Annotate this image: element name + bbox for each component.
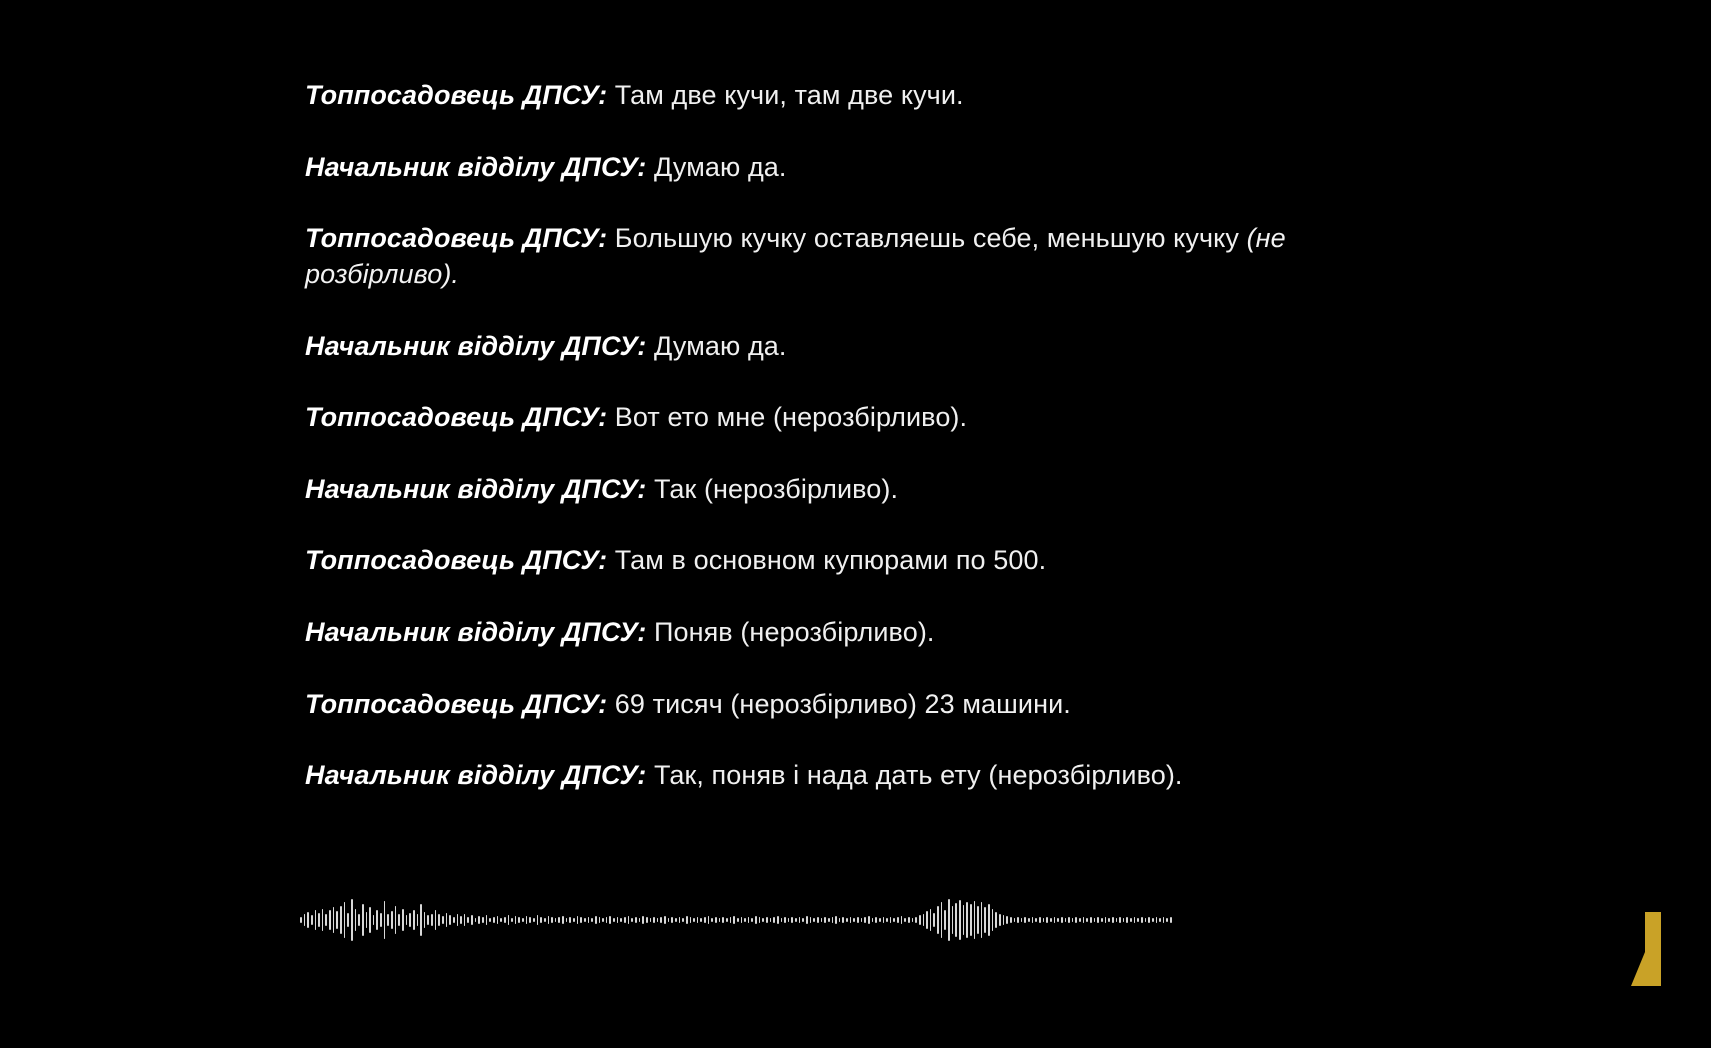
waveform-bar — [1083, 917, 1085, 923]
waveform-bar — [926, 911, 928, 929]
waveform-bar — [791, 917, 793, 923]
waveform-bar — [970, 904, 972, 936]
waveform-bar — [380, 913, 382, 927]
waveform-bar — [835, 916, 837, 924]
waveform-bar — [555, 918, 557, 923]
waveform-bar — [617, 917, 619, 923]
waveform-bar — [1046, 917, 1048, 923]
waveform-bar — [449, 915, 451, 925]
waveform-bar — [609, 916, 611, 924]
waveform-bar — [1079, 918, 1081, 923]
waveform-bar — [733, 916, 735, 924]
waveform-bar — [478, 916, 480, 924]
waveform-bar — [569, 917, 571, 923]
inaudible-note: (не розбірливо). — [305, 223, 1286, 289]
waveform-bar — [457, 914, 459, 925]
waveform-bar — [1141, 917, 1143, 923]
waveform-bar — [875, 917, 877, 923]
waveform-bar — [406, 915, 408, 925]
waveform-bar — [522, 918, 524, 923]
waveform-bar — [398, 914, 400, 927]
waveform-bar — [322, 909, 324, 931]
waveform-bar — [784, 917, 786, 923]
waveform-bar — [362, 904, 364, 936]
waveform-bar — [508, 915, 510, 925]
waveform-bar — [671, 917, 673, 923]
waveform-bar — [1028, 918, 1030, 923]
waveform-bar — [664, 916, 666, 924]
waveform-bar — [682, 918, 684, 923]
waveform-bar — [777, 916, 779, 924]
waveform-bar — [1137, 918, 1139, 923]
waveform-bar — [584, 918, 586, 923]
waveform-bar — [741, 917, 743, 923]
waveform-bar — [533, 918, 535, 923]
waveform-bar — [566, 918, 568, 923]
waveform-bar — [759, 917, 761, 923]
waveform-bar — [1035, 918, 1037, 923]
waveform-bar — [751, 918, 753, 923]
speaker-label: Топпосадовець ДПСУ: — [305, 80, 608, 110]
waveform-bar — [923, 914, 925, 927]
waveform-bar — [635, 917, 637, 923]
waveform-bar — [591, 918, 593, 923]
waveform-bar — [526, 916, 528, 924]
waveform-bar — [358, 914, 360, 927]
waveform-bar — [624, 917, 626, 923]
waveform-bar — [347, 913, 349, 927]
waveform-bar — [384, 901, 386, 939]
waveform-bar — [1097, 917, 1099, 923]
waveform-bar — [1061, 917, 1063, 923]
waveform-bar — [966, 902, 968, 939]
waveform-bar — [711, 918, 713, 923]
waveform-bar — [373, 915, 375, 925]
waveform-bar — [1050, 918, 1052, 923]
waveform-bar — [646, 917, 648, 923]
waveform-bar — [558, 917, 560, 923]
waveform-bar — [977, 906, 979, 935]
waveform-bar — [984, 907, 986, 933]
waveform-bar — [817, 917, 819, 923]
waveform-bar — [1112, 917, 1114, 923]
waveform-bar — [1108, 918, 1110, 923]
waveform-bar — [730, 917, 732, 923]
waveform-bar — [1072, 918, 1074, 923]
waveform-bar — [868, 916, 870, 924]
waveform-bar — [948, 899, 950, 941]
waveform-bar — [1017, 917, 1019, 923]
waveform-bar — [762, 918, 764, 923]
waveform-bar — [631, 918, 633, 923]
waveform-bar — [1057, 918, 1059, 923]
waveform-bar — [1126, 917, 1128, 923]
waveform-bar — [453, 917, 455, 923]
waveform-bar — [315, 910, 317, 929]
waveform-bar — [1148, 917, 1150, 923]
waveform-bar — [1134, 917, 1136, 923]
waveform-bar — [995, 912, 997, 928]
waveform-bar — [857, 917, 859, 923]
waveform-bar — [693, 918, 695, 923]
speaker-label: Топпосадовець ДПСУ: — [305, 223, 608, 254]
waveform-bar — [1065, 918, 1067, 923]
waveform-bar — [853, 918, 855, 923]
waveform-bar — [850, 917, 852, 923]
waveform-bar — [1145, 918, 1147, 923]
waveform-bar — [329, 910, 331, 931]
waveform-bar — [409, 913, 411, 927]
channel-logo-icon — [1601, 912, 1663, 986]
waveform-bar — [1163, 917, 1165, 923]
waveform-bar — [690, 917, 692, 923]
waveform-bar — [402, 909, 404, 931]
waveform-bar — [613, 918, 615, 923]
waveform-bar — [446, 913, 448, 927]
waveform-bar — [974, 901, 976, 939]
transcript-line — [305, 221, 1335, 292]
waveform-bar — [606, 917, 608, 923]
waveform-bar — [518, 917, 520, 923]
waveform-bar — [427, 915, 429, 925]
waveform-bar — [955, 903, 957, 937]
waveform-bar — [1010, 917, 1012, 923]
waveform-bar — [650, 918, 652, 923]
speaker-label: Начальник відділу ДПСУ: — [305, 151, 647, 182]
waveform-bar — [333, 907, 335, 933]
waveform-bar — [912, 918, 914, 923]
waveform-bar — [1043, 918, 1045, 923]
waveform-bar — [1116, 918, 1118, 923]
waveform-bar — [515, 916, 517, 924]
waveform-bar — [424, 912, 426, 928]
waveform-bar — [821, 918, 823, 923]
waveform-bar — [839, 918, 841, 923]
waveform-bar — [981, 902, 983, 937]
waveform-bar — [493, 917, 495, 923]
transcript-line — [305, 758, 1335, 794]
waveform-bar — [304, 914, 306, 925]
waveform-bar — [933, 913, 935, 927]
waveform-bar — [1024, 917, 1026, 923]
waveform-bar — [562, 916, 564, 924]
waveform-bar — [511, 918, 513, 923]
waveform-bar — [355, 909, 357, 931]
waveform-bar — [959, 900, 961, 940]
waveform-bar — [832, 917, 834, 923]
waveform-bar — [770, 918, 772, 923]
waveform-bar — [340, 906, 342, 935]
waveform-bar — [941, 902, 943, 937]
waveform-bar — [810, 917, 812, 923]
waveform-bar — [628, 916, 630, 924]
waveform-bar — [1119, 917, 1121, 923]
waveform-bar — [486, 915, 488, 925]
waveform-bar — [737, 918, 739, 923]
speaker-label: Начальник відділу ДПСУ: — [305, 330, 647, 361]
waveform-bar — [937, 906, 939, 935]
waveform-bar — [529, 917, 531, 923]
waveform-bar — [1014, 918, 1016, 923]
waveform-bar — [890, 917, 892, 923]
waveform-bar — [1170, 917, 1172, 923]
waveform-bar — [901, 916, 903, 924]
waveform-bar — [1021, 918, 1023, 923]
waveform-bar — [336, 911, 338, 929]
transcript-line — [305, 472, 1335, 508]
audio-waveform-icon — [300, 895, 1170, 945]
waveform-bar — [788, 918, 790, 923]
speaker-label: Начальник відділу ДПСУ: — [305, 473, 647, 504]
speaker-label: Топпосадовець ДПСУ: — [305, 545, 608, 576]
waveform-bar — [497, 916, 499, 924]
waveform-bar — [704, 917, 706, 923]
waveform-bar — [1130, 918, 1132, 923]
waveform-bar — [573, 918, 575, 923]
waveform-bar — [482, 917, 484, 923]
transcript-line — [305, 329, 1335, 365]
waveform-bar — [1086, 918, 1088, 923]
waveform-bar — [1123, 918, 1125, 923]
waveform-bar — [588, 917, 590, 923]
waveform-bar — [988, 904, 990, 936]
waveform-bar — [642, 916, 644, 924]
waveform-bar — [391, 911, 393, 929]
waveform-bar — [1159, 918, 1161, 923]
waveform-bar — [580, 917, 582, 923]
waveform-bar — [602, 918, 604, 923]
waveform-bar — [489, 918, 491, 923]
waveform-bar — [653, 917, 655, 923]
waveform-bar — [351, 899, 353, 941]
waveform-bar — [1101, 918, 1103, 923]
waveform-bar — [420, 904, 422, 936]
waveform-bar — [842, 917, 844, 923]
waveform-bar — [963, 905, 965, 935]
waveform-bar — [944, 910, 946, 929]
waveform-bar — [300, 917, 302, 923]
waveform-bar — [660, 917, 662, 923]
waveform-bar — [1039, 917, 1041, 923]
waveform-bar — [795, 918, 797, 923]
waveform-bar — [992, 909, 994, 931]
waveform-bar — [719, 918, 721, 923]
waveform-bar — [773, 917, 775, 923]
waveform-bar — [755, 916, 757, 924]
waveform-bar — [431, 914, 433, 927]
waveform-bar — [1094, 918, 1096, 923]
waveform-bar — [311, 915, 313, 925]
waveform-bar — [417, 914, 419, 925]
waveform-bar — [413, 910, 415, 929]
waveform-bar — [551, 917, 553, 923]
waveform-bar — [366, 912, 368, 928]
waveform-bar — [799, 917, 801, 923]
transcript-line — [305, 150, 1335, 186]
waveform-bar — [438, 914, 440, 925]
waveform-bar — [1054, 917, 1056, 923]
waveform-bar — [460, 916, 462, 924]
waveform-bar — [467, 917, 469, 923]
waveform-bar — [908, 917, 910, 923]
waveform-bar — [846, 918, 848, 923]
waveform-bar — [679, 917, 681, 923]
waveform-bar — [1006, 916, 1008, 924]
transcript-line — [305, 543, 1335, 579]
waveform-bar — [318, 913, 320, 927]
waveform-bar — [781, 918, 783, 923]
waveform-bar — [1068, 917, 1070, 923]
waveform-bar — [806, 916, 808, 924]
waveform-bar — [828, 918, 830, 923]
utterance-text: Вот ето мне (нерозбірливо). — [607, 402, 968, 433]
utterance-text: Там две кучи, там две кучи. — [607, 80, 964, 110]
waveform-bar — [952, 906, 954, 933]
waveform-bar — [471, 915, 473, 925]
waveform-bar — [897, 917, 899, 923]
utterance-text: Большую кучку оставляешь себе, меньшую кучку — [607, 223, 1247, 254]
transcript-line — [305, 400, 1335, 436]
transcript-line — [305, 615, 1335, 651]
waveform-bar — [548, 916, 550, 924]
waveform-bar — [577, 916, 579, 924]
waveform-bar — [595, 916, 597, 924]
waveform-bar — [395, 906, 397, 935]
waveform-bar — [504, 917, 506, 923]
waveform-bar — [802, 918, 804, 923]
utterance-text: Так, поняв і нада дать ету (нерозбірливо). — [646, 760, 1183, 791]
waveform-bar — [387, 914, 389, 925]
waveform-bar — [464, 914, 466, 927]
speaker-label: Начальник відділу ДПСУ: — [305, 617, 647, 647]
waveform-bar — [861, 918, 863, 923]
waveform-bar — [697, 917, 699, 923]
waveform-bar — [639, 918, 641, 923]
waveform-bar — [435, 910, 437, 931]
waveform-bar — [748, 917, 750, 923]
utterance-text: Поняв (нерозбірливо). — [646, 617, 935, 647]
waveform-bar — [715, 917, 717, 923]
waveform-bar — [620, 918, 622, 923]
waveform-bar — [540, 917, 542, 923]
transcript-line — [305, 687, 1335, 723]
waveform-bar — [879, 918, 881, 923]
speaker-label: Топпосадовець ДПСУ: — [305, 688, 608, 719]
speaker-label: Начальник відділу ДПСУ: — [305, 760, 647, 791]
utterance-text: Думаю да. — [646, 330, 787, 361]
speaker-label: Топпосадовець ДПСУ: — [305, 402, 608, 433]
waveform-bar — [657, 918, 659, 923]
waveform-bar — [919, 915, 921, 925]
utterance-text: 69 тисяч (нерозбірливо) 23 машини. — [607, 688, 1071, 719]
waveform-bar — [1075, 917, 1077, 923]
waveform-bar — [744, 918, 746, 923]
waveform-bar — [668, 918, 670, 923]
waveform-bar — [1090, 917, 1092, 923]
waveform-bar — [1152, 918, 1154, 923]
waveform-bar — [1156, 917, 1158, 923]
waveform-bar — [686, 916, 688, 924]
waveform-bar — [883, 917, 885, 923]
waveform-bar — [708, 916, 710, 924]
waveform-bar — [1003, 915, 1005, 925]
waveform-bar — [376, 910, 378, 931]
waveform-bar — [307, 912, 309, 928]
transcript-line — [305, 78, 1335, 114]
waveform-bar — [599, 917, 601, 923]
utterance-text: Там в основном купюрами по 500. — [607, 545, 1047, 576]
waveform-bar — [344, 902, 346, 937]
waveform-bar — [872, 918, 874, 923]
waveform-bar — [537, 915, 539, 925]
waveform-bar — [864, 917, 866, 923]
waveform-bar — [886, 918, 888, 923]
waveform-bar — [500, 918, 502, 923]
waveform-bar — [915, 917, 917, 923]
waveform-bar — [325, 914, 327, 927]
waveform-bar — [893, 918, 895, 923]
waveform-bar — [675, 918, 677, 923]
utterance-text: Думаю да. — [646, 151, 787, 182]
waveform-bar — [1105, 917, 1107, 923]
waveform-bar — [369, 907, 371, 933]
waveform-bar — [700, 918, 702, 923]
waveform-bar — [766, 917, 768, 923]
waveform-bar — [999, 914, 1001, 927]
waveform-bar — [1166, 918, 1168, 923]
waveform-bar — [824, 917, 826, 923]
waveform-bar — [722, 917, 724, 923]
waveform-bar — [442, 916, 444, 924]
waveform-bar — [475, 918, 477, 923]
waveform-bar — [813, 918, 815, 923]
transcript-block — [305, 78, 1335, 794]
waveform-bar — [930, 909, 932, 931]
waveform-bar — [544, 918, 546, 923]
utterance-text: Так (нерозбірливо). — [646, 473, 899, 504]
waveform-bar — [726, 918, 728, 923]
waveform-bar — [904, 918, 906, 923]
waveform-bar — [1032, 917, 1034, 923]
